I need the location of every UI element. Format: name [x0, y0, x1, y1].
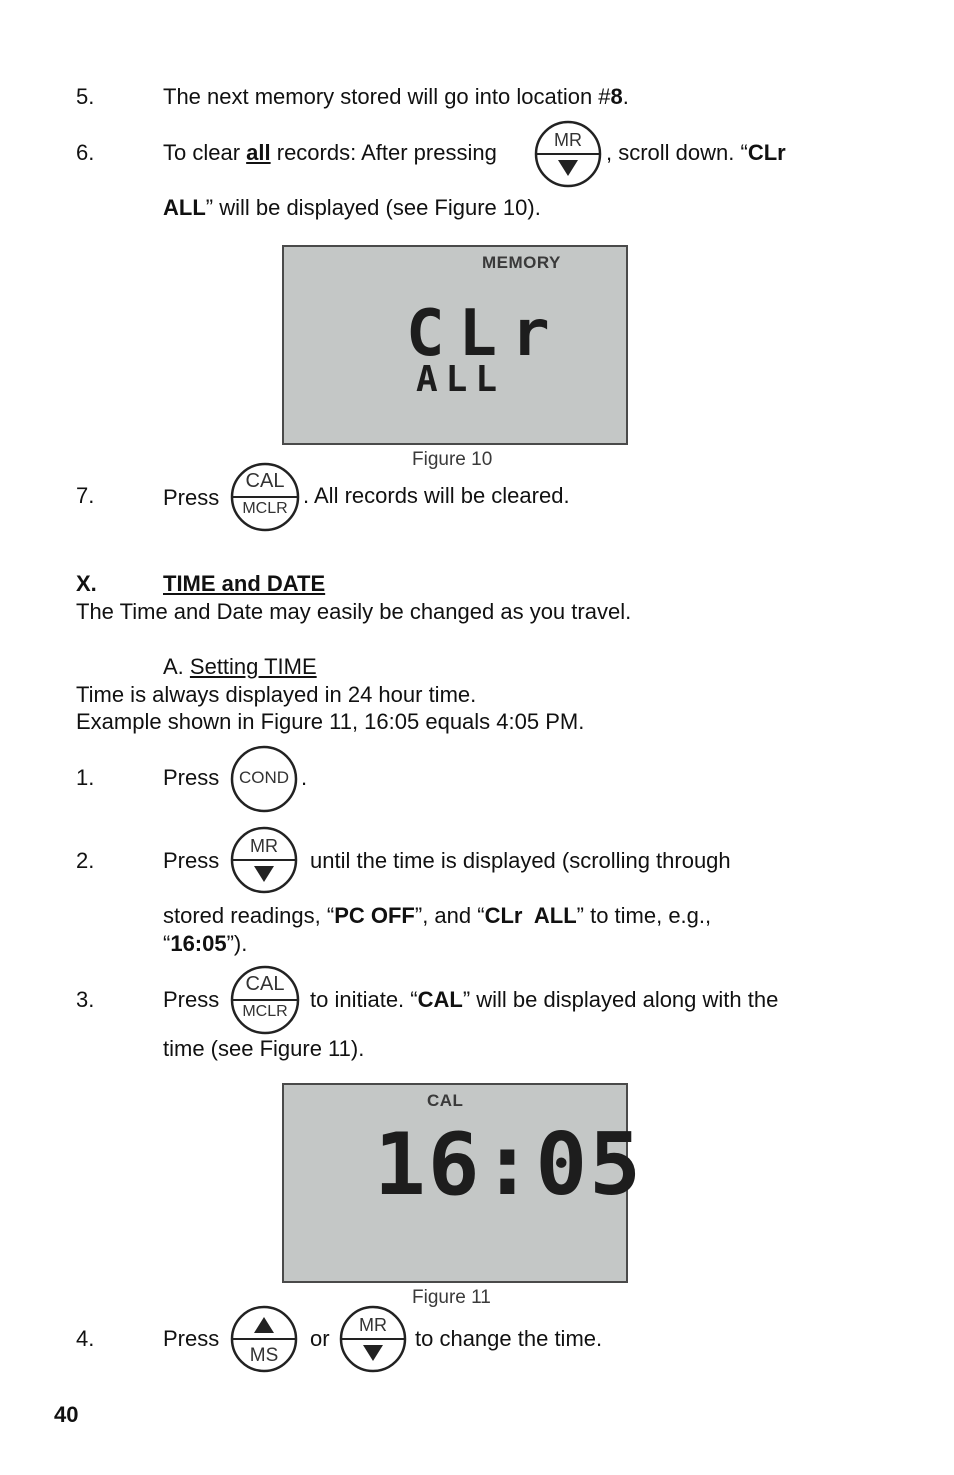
mr-label: MR — [359, 1315, 387, 1335]
step-number: 3. — [76, 987, 95, 1012]
lcd-time-digits: 16:05 — [374, 1115, 643, 1215]
step-number: 1. — [76, 765, 95, 790]
memory-label: MEMORY — [482, 253, 561, 272]
mclr-label: MCLR — [242, 1003, 288, 1020]
cal-indicator: CAL — [427, 1091, 464, 1110]
press-label: Press — [163, 1326, 220, 1351]
cal-mclr-button-icon — [228, 965, 302, 1041]
press-label: Press — [163, 848, 220, 873]
section-title: TIME and DATE — [163, 571, 326, 596]
step-2-text: until the time is displayed (scrolling through — [310, 848, 731, 873]
step-number: 5. — [76, 84, 95, 109]
ms-label: MS — [249, 1345, 279, 1366]
lcd-display-figure-11 — [282, 1083, 643, 1283]
mclr-label: MCLR — [242, 500, 288, 517]
step-6-text-cont: , scroll down. “CLr — [606, 140, 786, 165]
figure-11-caption: Figure 11 — [412, 1287, 491, 1308]
step-3-line-2: time (see Figure 11). — [163, 1036, 365, 1061]
lcd-small-text: ALL — [416, 359, 506, 400]
cal-label: CAL — [245, 470, 285, 492]
press-label: Press — [163, 485, 220, 510]
step-3-text: to initiate. “CAL” will be displayed along with the — [310, 987, 779, 1012]
lcd-display-figure-10 — [282, 245, 628, 445]
mr-label: MR — [250, 836, 278, 856]
cal-mclr-button-icon — [228, 462, 302, 538]
step-4-text: to change the time. — [415, 1326, 603, 1351]
step-number: 2. — [76, 848, 95, 873]
cal-label: CAL — [245, 973, 285, 995]
step-number: 6. — [76, 140, 95, 165]
paragraph: Time is always displayed in 24 hour time. — [76, 682, 477, 707]
step-number: 7. — [76, 483, 95, 508]
step-7-text: . All records will be cleared. — [303, 483, 570, 508]
punct: . — [301, 765, 308, 790]
up-ms-button-icon — [228, 1305, 300, 1379]
lcd-big-text: CLr — [406, 297, 564, 371]
step-2-line-2: stored readings, “PC OFF”, and “CLr ALL” to time, e.g., — [163, 903, 712, 928]
mr-label: MR — [554, 130, 582, 150]
section-intro: The Time and Date may easily be changed as you travel. — [76, 599, 632, 624]
press-label: Press — [163, 765, 220, 790]
figure-10-caption: Figure 10 — [412, 449, 493, 470]
mr-down-button-icon — [532, 120, 604, 194]
step-6-line-2: ALL” will be displayed (see Figure 10). — [163, 195, 541, 220]
press-label: Press — [163, 987, 220, 1012]
step-6-text: To clear all records: After pressing — [163, 140, 497, 165]
step-number: 4. — [76, 1326, 95, 1351]
cond-label: COND — [238, 768, 290, 787]
step-2-line-3: “16:05”). — [163, 931, 248, 956]
section-number: X. — [76, 571, 97, 596]
paragraph: Example shown in Figure 11, 16:05 equals 4:05 PM. — [76, 709, 585, 734]
page-number: 40 — [54, 1402, 79, 1427]
mr-down-button-icon — [337, 1305, 409, 1379]
or-label: or — [310, 1326, 330, 1351]
step-5-text: The next memory stored will go into location #8. — [163, 84, 629, 109]
subsection-heading: A. Setting TIME — [163, 654, 317, 679]
cond-button-icon — [228, 745, 300, 819]
mr-down-button-icon — [228, 826, 300, 900]
